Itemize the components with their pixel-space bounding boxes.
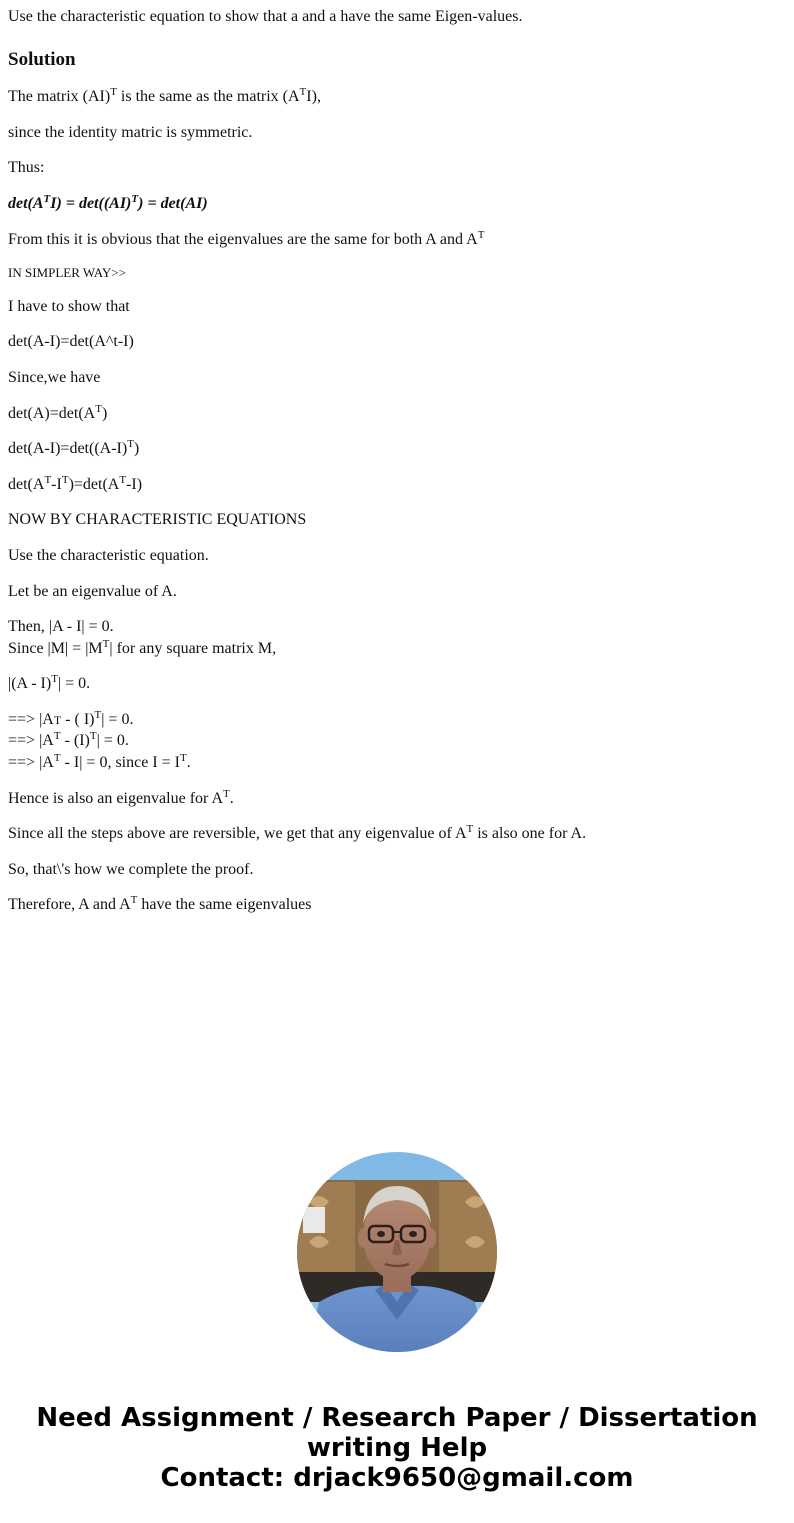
- cta-line-2: writing Help: [306, 1433, 488, 1463]
- thus-label: Thus:: [8, 159, 45, 177]
- show-that-line: I have to show that: [8, 297, 130, 315]
- statement-symmetric: since the identity matric is symmetric.: [8, 123, 253, 141]
- document-body: [8, 6, 788, 930]
- simpler-way-label: IN SIMPLER WAY>>: [8, 265, 126, 281]
- eigenvalue-line: Let be an eigenvalue of A.: [8, 582, 177, 600]
- since-we-have: Since,we have: [8, 368, 101, 386]
- author-portrait: [297, 1152, 497, 1352]
- then-line: Then, |A - I| = 0.: [8, 618, 114, 636]
- hence-line: Hence is also an eigenvalue for $A^T$.: [8, 787, 234, 807]
- author-section: [0, 1152, 794, 1352]
- equation-goal: det(A-I)=det(A^t-I): [8, 333, 134, 351]
- implies-line-1: ==> |AT - ( I)$^T$| = 0.: [8, 708, 134, 728]
- avatar: [297, 1152, 497, 1352]
- equation-det-a: $\det(A)=\det(A^T)$: [8, 402, 108, 422]
- cta-contact: Contact: drjack9650@gmail.com: [160, 1463, 634, 1493]
- reversible-line: Since all the steps above are reversible, we get that any eigenvalue of $A^T$ is also one for A.: [8, 823, 587, 843]
- final-conclusion: Therefore, A and $A^T$ have the same eigenvalues: [8, 894, 312, 914]
- cta-line-1: Need Assignment / Research Paper / Dissertation: [36, 1403, 758, 1433]
- transpose-zero-line: |(A - I)$^T$| = 0.: [8, 673, 91, 693]
- equation-det-at: $\det(A^T-I^T)=\det(A^T-I)$: [8, 473, 143, 493]
- call-to-action: [0, 1403, 794, 1493]
- solution-heading: Solution: [8, 48, 76, 70]
- question-text: Use the characteristic equation to show that a and a have the same Eigen-values.: [8, 8, 523, 25]
- proof-complete-line: So, that\'s how we complete the proof.: [8, 860, 254, 878]
- equation-det-a-minus-i: $\det(A-I)=\det((A-I)^T)$: [8, 438, 140, 458]
- since-m-line: Since $|M| = |M^T|$ for any square matrix M,: [8, 637, 277, 657]
- implies-line-3: ==> $|A^T - I| = 0$, since $I = I^T$.: [8, 752, 191, 772]
- conclusion-line: From this it is obvious that the eigenvalues are the same for both A and $A^T$: [8, 228, 485, 248]
- implies-line-2: ==> $|A^T - (I)^T| = 0$.: [8, 730, 129, 750]
- determinant-equation: $\det(A^TI) = \det((AI)^T) = \det(AI)$: [8, 193, 208, 213]
- use-characteristic-line: Use the characteristic equation.: [8, 546, 209, 564]
- statement-transpose: The matrix (AI)$^T$ is the same as the matrix $(A^TI)$,: [8, 86, 321, 106]
- characteristic-heading: NOW BY CHARACTERISTIC EQUATIONS: [8, 511, 307, 529]
